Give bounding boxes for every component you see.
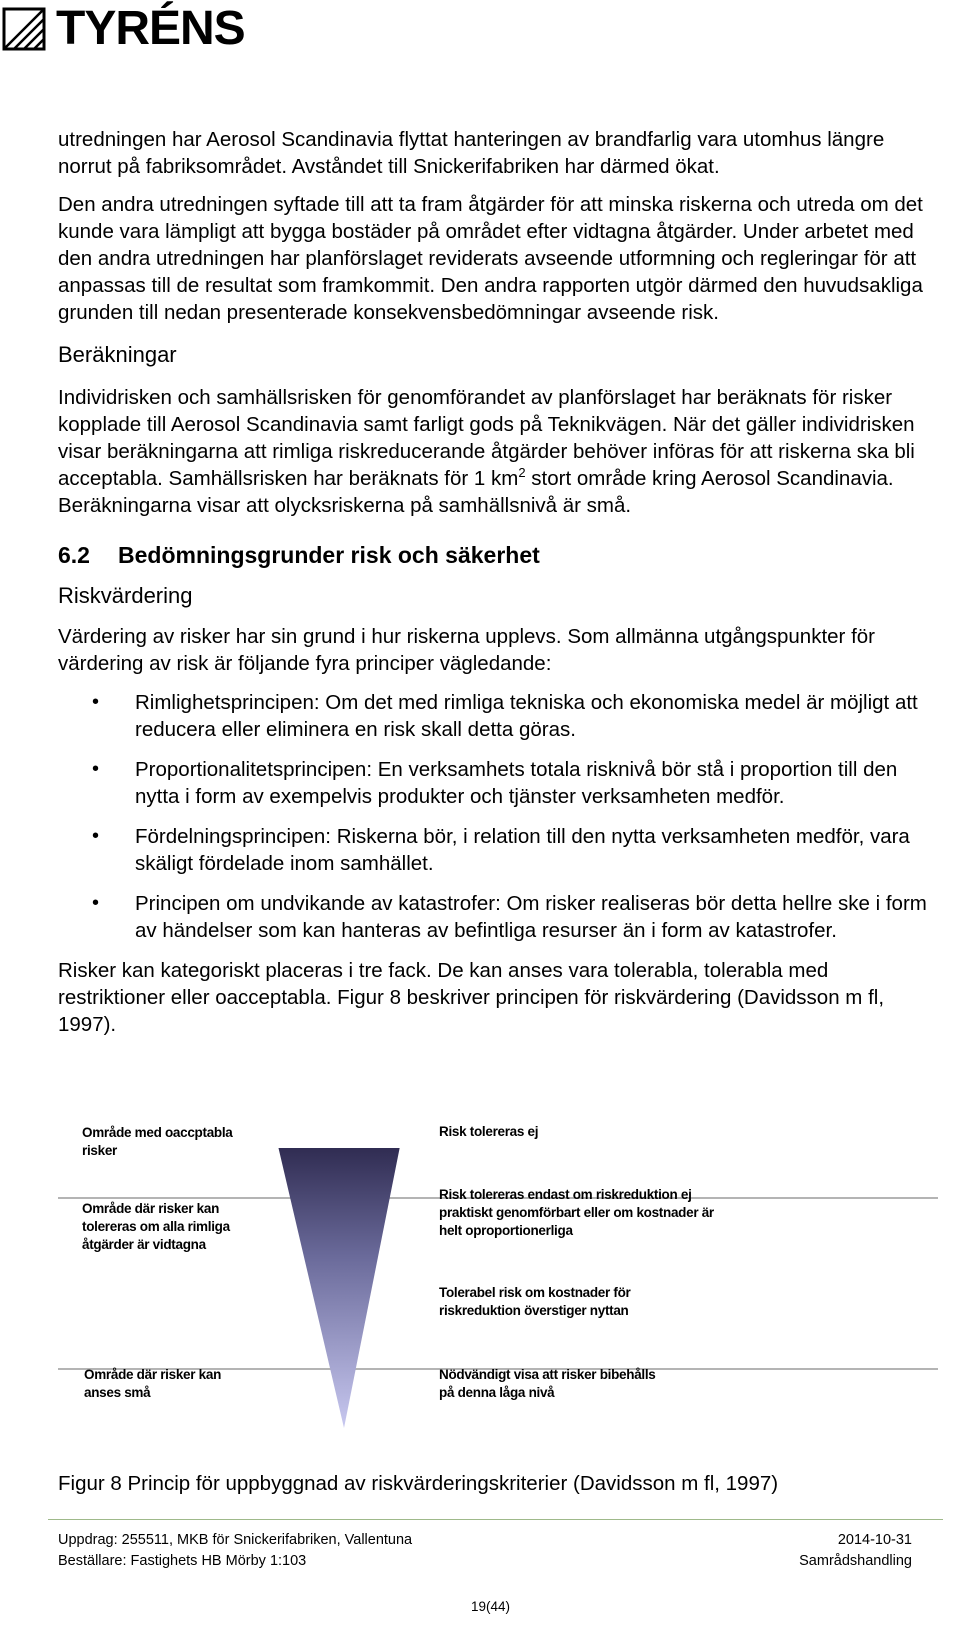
figure-caption: Figur 8 Princip för uppbyggnad av riskvärderingskriterier (Davidsson m fl, 1997)	[58, 1472, 779, 1495]
page-number: 19(44)	[471, 1599, 511, 1614]
footer-status: Samrådshandling	[799, 1553, 912, 1569]
risk-triangle	[271, 1148, 406, 1428]
label-right-top: Risk tolereras ej	[439, 1124, 539, 1139]
brand-name: TYRÉNS	[56, 2, 245, 55]
logo-mark-icon	[2, 7, 46, 51]
label-left-bottom: Område där risker kan anses små	[84, 1367, 222, 1400]
list-item: • Rimlighetsprincipen: Om det med rimliga tekniska och ekonomiska medel är möjligt att reducera eller eliminera en risk skall detta göras.	[58, 689, 938, 743]
section-title: Bedömningsgrunder risk och säkerhet	[118, 542, 540, 568]
list-item: • Proportionalitetsprincipen: En verksamhets totala risknivå bör stå i proportion till den nytta i form av exempelvis produkter och tjänster verksamheten medför.	[58, 756, 938, 810]
section-number: 6.2	[58, 542, 90, 568]
footer-divider	[48, 1519, 943, 1520]
footer-uppdrag: Uppdrag: 255511, MKB för Snickerifabriken, Vallentuna	[58, 1532, 413, 1548]
label-right-bottom: Nödvändigt visa att risker bibehålls på denna låga nivå	[439, 1367, 656, 1400]
company-logo	[0, 4, 245, 54]
paragraph-4: Värdering av risker har sin grund i hur riskerna upplevs. Som allmänna utgångspunkter för värdering av risk är följande fyra principer vägledande:	[58, 625, 875, 675]
footer-bestallare: Beställare: Fastighets HB Mörby 1:103	[58, 1553, 307, 1569]
label-left-top: Område med oaccptabla risker	[82, 1125, 233, 1158]
subheading-riskvardering: Riskvärdering	[58, 583, 193, 608]
subheading-berakningar: Beräkningar	[58, 342, 177, 367]
document-body	[58, 126, 938, 1038]
footer-date: 2014-10-31	[837, 1532, 912, 1548]
paragraph-3	[58, 384, 938, 519]
risk-figure	[58, 1124, 938, 1458]
label-right-middle-1: Risk tolereras endast om riskreduktion ej praktiskt genomförbart eller om kostnader är helt oproportionerliga	[439, 1187, 714, 1238]
label-left-middle: Område där risker kan tolereras om alla rimliga åtgärder är vidtagna	[82, 1201, 230, 1252]
superscript-2: 2	[518, 465, 526, 481]
paragraph-1: utredningen har Aerosol Scandinavia flyttat hanteringen av brandfarlig vara utomhus längre norrut på fabriksområdet. Avståndet till Snickerifabriken har därmed ökat.	[58, 128, 885, 178]
paragraph-3-part-a: Individrisken och samhällsrisken för genomförandet av planförslaget har beräknats för risker kopplade till Aerosol Scandinavia samt farligt gods på Teknikvägen. När det gäller individrisken visar beräkningarna att rimliga riskreducerande åtgärder behöver införas för att riskerna ska bli acceptabla. Samhällsrisken har beräknats för 1 km	[58, 386, 915, 490]
paragraph-3-part-b: stort område kring Aerosol Scandinavia. Beräkningarna visar att olycksriskerna på samhällsnivå är små.	[58, 467, 894, 517]
paragraph-2: Den andra utredningen syftade till att ta fram åtgärder för att minska riskerna och utreda om det kunde vara lämpligt att bygga bostäder på området efter vidtagna åtgärder. Under arbetet med den andra utredningen har planförslaget reviderats avseende utformning och regleringar för att anpassas till de resultat som framkommit. Den andra rapporten utgör därmed den huvudsakliga grunden till nedan presenterade konsekvensbedömningar avseende risk.	[58, 193, 923, 324]
paragraph-5: Risker kan kategoriskt placeras i tre fack. De kan anses vara tolerabla, tolerabla med restriktioner eller oacceptabla. Figur 8 beskriver principen för riskvärdering (Davidsson m fl, 1997).	[58, 959, 885, 1036]
list-item: • Fördelningsprincipen: Riskerna bör, i relation till den nytta verksamheten medför, vara skäligt fördelade inom samhället.	[58, 823, 938, 877]
principles-list	[58, 689, 938, 944]
list-item: • Principen om undvikande av katastrofer: Om risker realiseras bör detta hellre ske i form av händelser som kan hanteras av befintliga resurser än i form av katastrofer.	[58, 890, 938, 944]
label-right-middle-2: Tolerabel risk om kostnader för riskreduktion överstiger nyttan	[439, 1285, 631, 1318]
section-heading	[58, 541, 938, 569]
